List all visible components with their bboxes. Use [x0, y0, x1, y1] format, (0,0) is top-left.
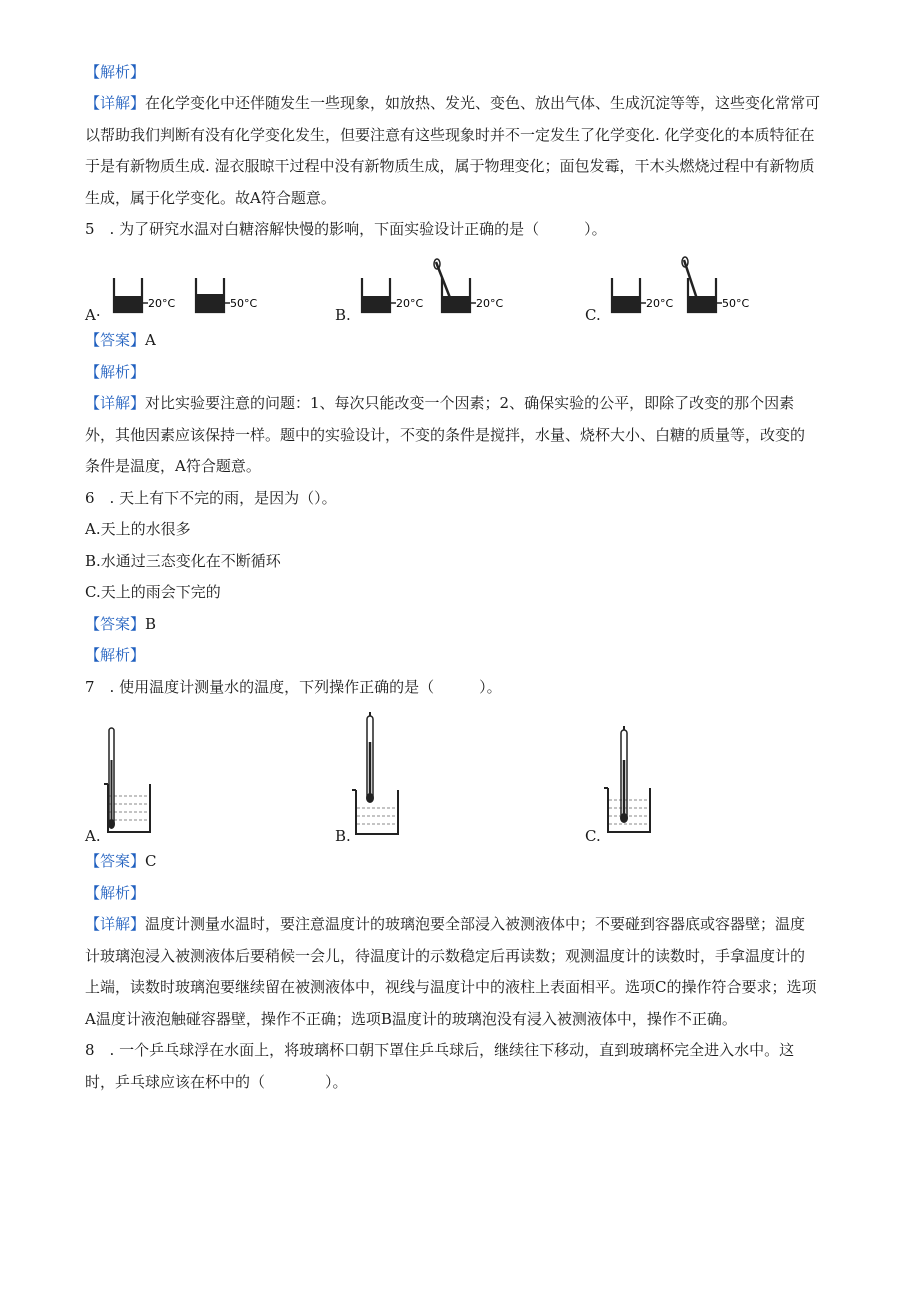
q7-option-c-label[interactable]: C.	[585, 827, 601, 845]
q6-option-b[interactable]: B.水通过三态变化在不断循环	[85, 552, 281, 570]
q5-detail-line-3: 条件是温度，A符合题意。	[85, 457, 261, 475]
thermometer-icon	[620, 726, 628, 823]
q6-option-a[interactable]: A.天上的水很多	[85, 520, 191, 538]
q6-question: 6 . 天上有下不完的雨，是因为（）。	[85, 489, 337, 507]
q5-analysis-tag: 【解析】	[85, 363, 146, 381]
q8-question-line-2: 时，乒乓球应该在杯中的（ ）。	[85, 1073, 348, 1091]
q8-question-line-1: 8 . 一个乒乓球浮在水面上，将玻璃杯口朝下罩住乒乓球后，继续往下移动，直到玻璃杯完全进入水中。这	[85, 1041, 795, 1059]
q4-detail-line-3: 于是有新物质生成. 湿衣服晾干过程中没有新物质生成，属于物理变化；面包发霉，干木头燃烧过程中有新物质	[85, 157, 815, 175]
q5-b-temp-1: 20°C	[396, 297, 424, 310]
q7-option-a-label[interactable]: A.	[85, 827, 101, 845]
q5-c-temp-2: 50°C	[722, 297, 750, 310]
q7-option-b-label[interactable]: B.	[335, 827, 351, 845]
q7-option-c-figure	[600, 726, 670, 840]
detail-tag: 【详解】	[85, 394, 146, 412]
q7-detail-line-1: 【详解】温度计测量水温时，要注意温度计的玻璃泡要全部浸入被测液体中；不要碰到容器底或容器壁；温度	[85, 915, 806, 933]
q7-detail-line-3: 上端，读数时玻璃泡要继续留在被测液体中，视线与温度计中的液柱上表面相平。选项C的操作符合要求；选项	[85, 978, 817, 996]
q4-detail-line-2: 以帮助我们判断有没有化学变化发生，但要注意有这些现象时并不一定发生了化学变化. 化学变化的本质特征在	[85, 126, 815, 144]
q7-detail-line-2: 计玻璃泡浸入被测液体后要稍候一会儿，待温度计的示数稳定后再读数；观测温度计的读数时，手拿温度计的	[85, 947, 806, 965]
answer-tag: 【答案】	[85, 331, 146, 349]
beaker-icon	[114, 278, 142, 312]
q5-option-c-label[interactable]: C.	[585, 306, 601, 324]
q7-option-b-figure	[348, 712, 418, 840]
thermometer-icon	[366, 712, 374, 803]
answer-tag: 【答案】	[85, 852, 146, 870]
analysis-tag: 【解析】	[85, 63, 146, 81]
q5-option-c-figure	[606, 254, 786, 320]
q7-option-a-figure	[100, 720, 170, 840]
beaker-icon	[352, 790, 398, 834]
q5-answer: 【答案】A	[85, 331, 156, 349]
q5-a-temp-1: 20°C	[148, 297, 176, 310]
q4-detail-line-1: 【详解】在化学变化中还伴随发生一些现象，如放热、发光、变色、放出气体、生成沉淀等等，这些变化常常可	[85, 94, 821, 112]
q5-detail-line-2: 外，其他因素应该保持一样。题中的实验设计，不变的条件是搅拌，水量、烧杯大小、白糖的质量等，改变的	[85, 426, 806, 444]
q5-option-a-label[interactable]: A·	[85, 306, 101, 324]
beaker-icon	[362, 278, 390, 312]
q7-answer: 【答案】C	[85, 852, 157, 870]
q4-detail-line-4: 生成，属于化学变化。故A符合题意。	[85, 189, 336, 207]
q5-c-temp-1: 20°C	[646, 297, 674, 310]
q7-analysis-tag: 【解析】	[85, 884, 146, 902]
beaker-with-stirrer-icon	[434, 259, 470, 312]
detail-tag: 【详解】	[85, 94, 146, 112]
q7-detail-line-4: A温度计液泡触碰容器壁，操作不正确；选项B温度计的玻璃泡没有浸入被测液体中，操作不正确。	[85, 1010, 737, 1028]
q5-option-b-label[interactable]: B.	[335, 306, 351, 324]
answer-tag: 【答案】	[85, 615, 146, 633]
q7-question: 7 . 使用温度计测量水的温度，下列操作正确的是（ ）。	[85, 678, 502, 696]
beaker-with-stirrer-icon	[682, 257, 716, 312]
q5-b-temp-2: 20°C	[476, 297, 504, 310]
detail-tag: 【详解】	[85, 915, 146, 933]
q6-analysis-tag: 【解析】	[85, 646, 146, 664]
beaker-icon	[196, 278, 224, 312]
q5-detail-line-1: 【详解】对比实验要注意的问题：1、每次只能改变一个因素；2、确保实验的公平，即除了改变的那个因素	[85, 394, 795, 412]
q5-option-a-figure	[108, 270, 288, 320]
q5-a-temp-2: 50°C	[230, 297, 258, 310]
q5-question: 5 . 为了研究水温对白糖溶解快慢的影响，下面实验设计正确的是（ ）。	[85, 220, 607, 238]
beaker-icon	[612, 278, 640, 312]
q6-answer: 【答案】B	[85, 615, 157, 633]
q5-option-b-figure	[356, 256, 536, 320]
thermometer-icon	[108, 728, 115, 829]
q6-option-c[interactable]: C.天上的雨会下完的	[85, 583, 221, 601]
